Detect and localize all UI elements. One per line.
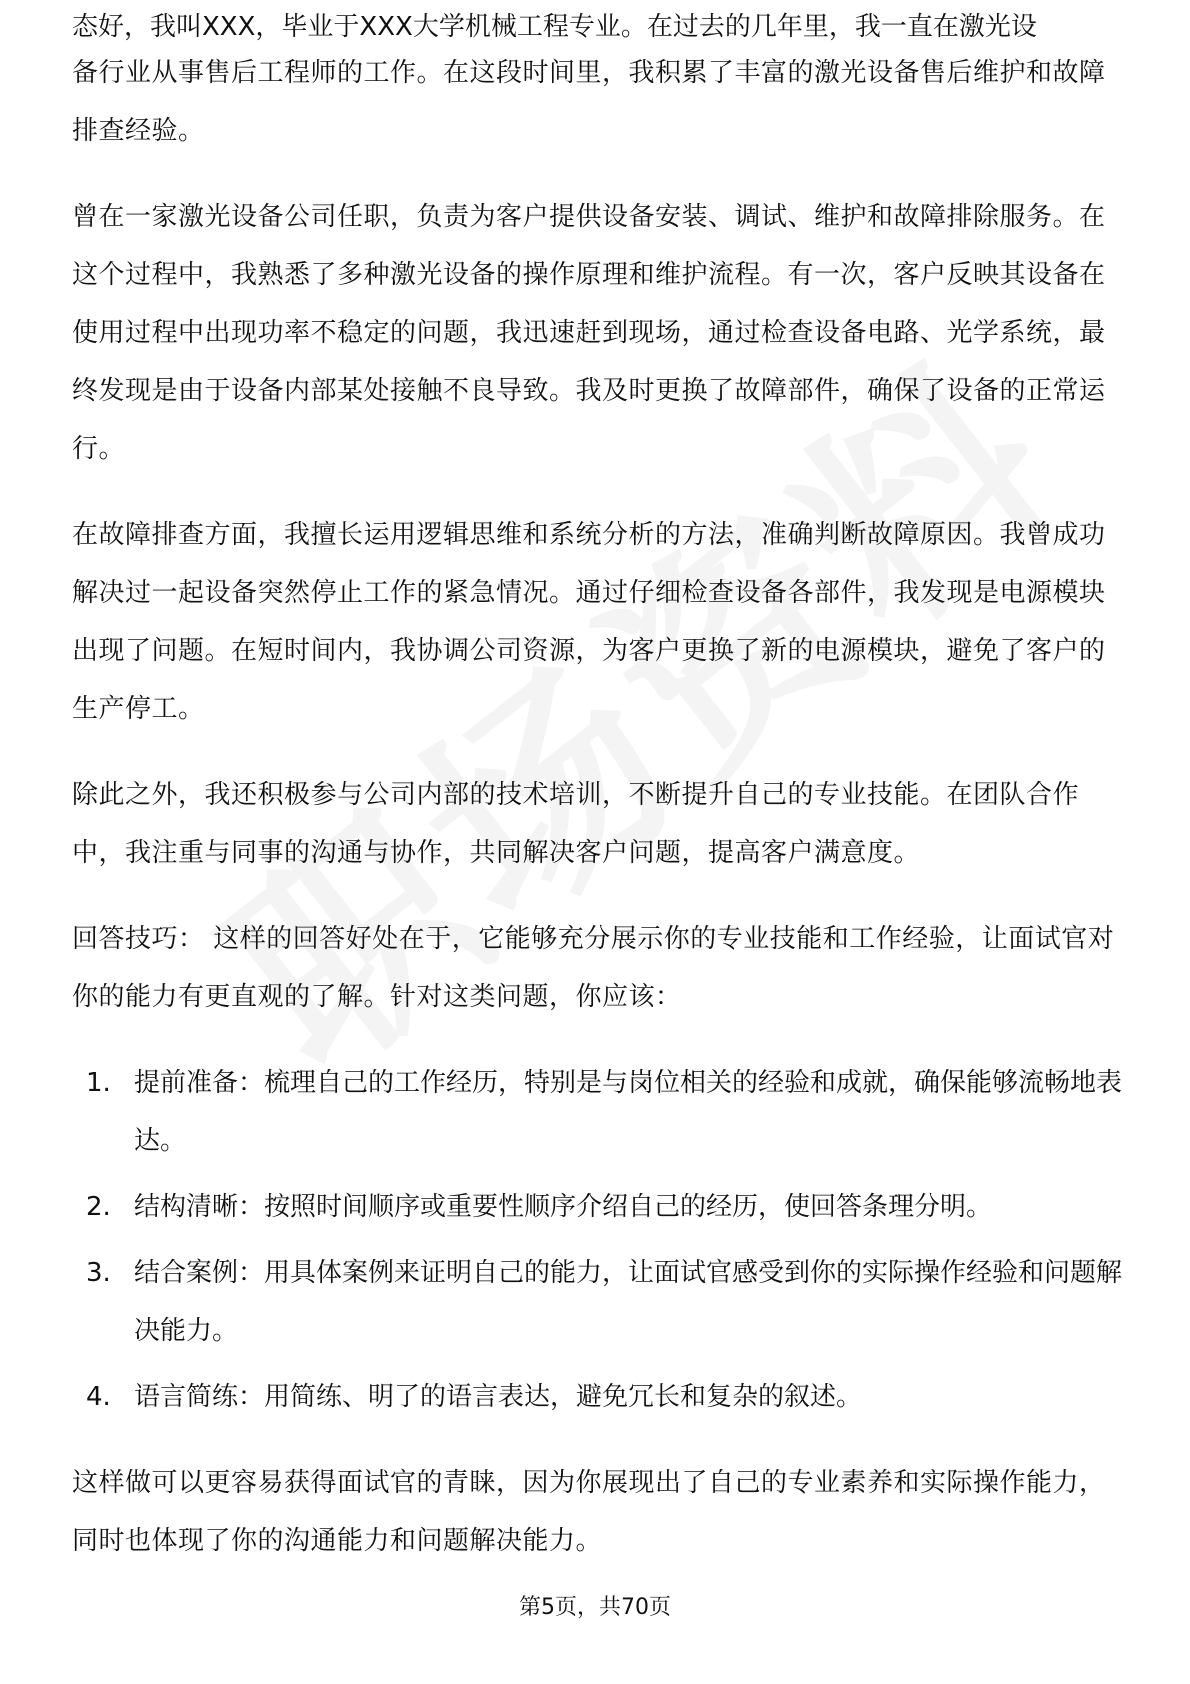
cut-off-top-line: 态好，我叫XXX，毕业于XXX大学机械工程专业。在过去的几年里，我一直在激光设 — [72, 12, 1037, 42]
paragraph-closing: 这样做可以更容易获得面试官的青睐，因为你展现出了自己的专业素养和实际操作能力，同时也体现了你的沟通能力和问题解决能力。 — [72, 1468, 1106, 1556]
list-number: 1. — [86, 1068, 111, 1098]
paragraph-teamwork: 除此之外，我还积极参与公司内部的技术培训，不断提升自己的专业技能。在团队合作中，我注重与同事的沟通与协作，共同解决客户问题，提高客户满意度。 — [72, 780, 1080, 868]
document-body — [72, 12, 1123, 1598]
list-item — [72, 1178, 1122, 1236]
list-item — [72, 1244, 1122, 1360]
list-text: 结合案例：用具体案例来证明自己的能力，让面试官感受到你的实际操作经验和问题解决能力。 — [134, 1258, 1123, 1346]
paragraph-job-duties: 曾在一家激光设备公司任职，负责为客户提供设备安装、调试、维护和故障排除服务。在这个过程中，我熟悉了多种激光设备的操作原理和维护流程。有一次，客户反映其设备在使用过程中出现功率不稳定的问题，我迅速赶到现场，通过检查设备电路、光学系统，最终发现是由于设备内部某处接触不良导致。我及时更换了故障部件，确保了设备的正常运行。 — [72, 202, 1106, 464]
page-number-footer: 第5页，共70页 — [519, 1595, 671, 1620]
list-number: 2. — [86, 1192, 111, 1222]
paragraph-answer-tips: 回答技巧： 这样的回答好处在于，它能够充分展示你的专业技能和工作经验，让面试官对你的能力有更直观的了解。针对这类问题，你应该： — [72, 924, 1115, 1012]
list-text: 提前准备：梳理自己的工作经历，特别是与岗位相关的经验和成就，确保能够流畅地表达。 — [134, 1068, 1123, 1156]
list-text: 语言简练：用简练、明了的语言表达，避免冗长和复杂的叙述。 — [134, 1382, 863, 1412]
paragraph-troubleshooting: 在故障排查方面，我擅长运用逻辑思维和系统分析的方法，准确判断故障原因。我曾成功解决过一起设备突然停止工作的紧急情况。通过仔细检查设备各部件，我发现是电源模块出现了问题。在短时间内，我协调公司资源，为客户更换了新的电源模块，避免了客户的生产停工。 — [72, 520, 1106, 724]
paragraph-experience-intro: 备行业从事售后工程师的工作。在这段时间里，我积累了丰富的激光设备售后维护和故障排查经验。 — [72, 58, 1106, 146]
list-item — [72, 1368, 1122, 1426]
list-item — [72, 1054, 1122, 1170]
list-text: 结构清晰：按照时间顺序或重要性顺序介绍自己的经历，使回答条理分明。 — [134, 1192, 993, 1222]
tips-list — [72, 1054, 1122, 1426]
list-number: 3. — [86, 1258, 111, 1288]
list-number: 4. — [86, 1382, 111, 1412]
